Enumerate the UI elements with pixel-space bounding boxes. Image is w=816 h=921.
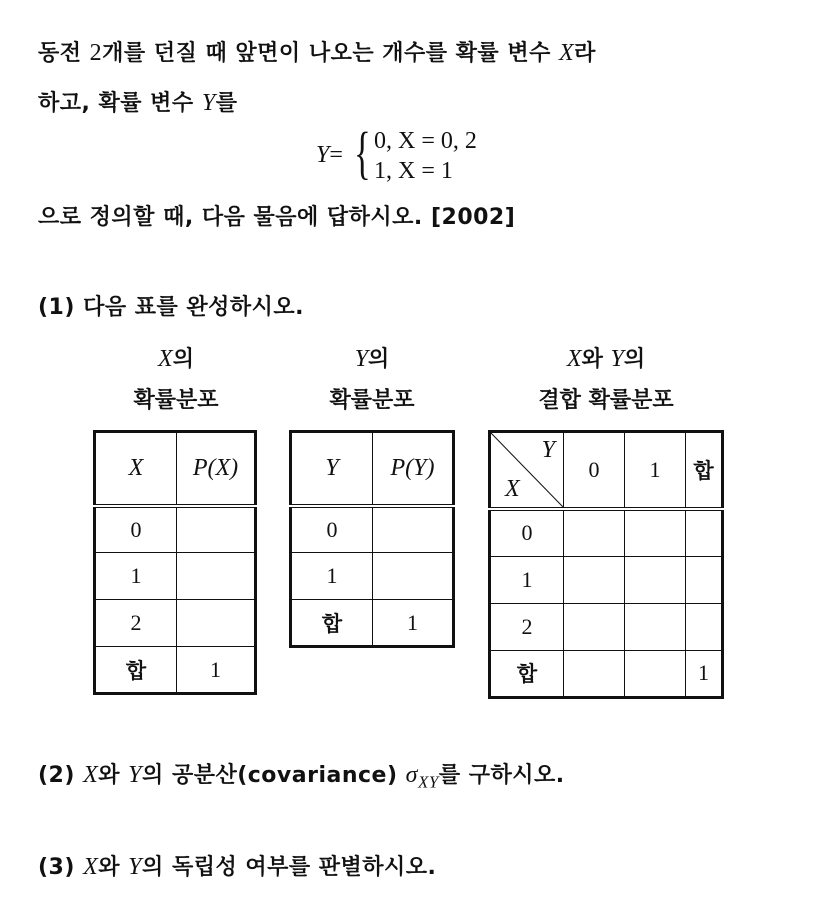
question-1: (1) 다음 표를 완성하시오.	[38, 295, 305, 320]
cell-x-value: 1	[490, 556, 564, 603]
cell-x-value: 1	[95, 553, 177, 600]
sigma-subscript: XY	[418, 772, 439, 792]
intro-line-1	[38, 36, 596, 67]
question-text: 의 독립성 여부를 판별하시오.	[142, 855, 437, 880]
cell-joint-input[interactable]	[564, 556, 625, 603]
question-text: 와	[98, 763, 129, 788]
caption-line-1	[96, 342, 256, 373]
corner-cell	[490, 432, 564, 510]
var-x: X	[566, 346, 582, 372]
corner-diagonal	[491, 433, 563, 507]
cell-joint-input[interactable]	[625, 603, 686, 650]
table-row	[490, 509, 723, 556]
sigma-symbol: σ	[405, 762, 419, 788]
var-x: X	[158, 346, 173, 372]
table-row	[95, 506, 256, 553]
header-total: 합	[686, 432, 723, 510]
equation-equals: =	[329, 142, 343, 168]
table-x-distribution	[93, 430, 257, 695]
caption-x-dist	[96, 342, 256, 414]
var-x: X	[558, 40, 575, 66]
question-number: (2)	[38, 763, 84, 788]
caption-joint-dist	[490, 342, 722, 414]
intro-text: 동전	[38, 41, 90, 66]
cell-total-label: 합	[291, 600, 373, 647]
intro-text: 하고, 확률 변수	[38, 91, 202, 116]
caption-line-1	[490, 342, 722, 373]
intro-line-3: 으로 정의할 때, 다음 물음에 답하시오. [2002]	[38, 205, 516, 230]
question-text: 를 구하시오.	[438, 763, 565, 788]
table-total-row	[95, 647, 256, 694]
left-brace-icon: {	[354, 120, 371, 185]
var-y: Y	[128, 854, 143, 880]
intro-text: 를	[215, 91, 238, 116]
header-y: Y	[291, 432, 373, 506]
cell-x-value: 2	[95, 600, 177, 647]
cell-py-input[interactable]	[373, 553, 454, 600]
cell-marginal-input[interactable]	[686, 603, 723, 650]
caption-y-dist	[290, 342, 454, 414]
cell-marginal-input[interactable]	[686, 509, 723, 556]
equation-case-2: 1, X = 1	[374, 158, 453, 184]
cell-py-input[interactable]	[373, 506, 454, 553]
header-px: P(X)	[177, 432, 256, 506]
cell-total-label: 합	[95, 647, 177, 694]
cell-x-value: 0	[95, 506, 177, 553]
corner-y-label: Y	[541, 437, 555, 463]
table-total-row	[490, 650, 723, 697]
table-row	[95, 600, 256, 647]
cell-marginal-input[interactable]	[564, 650, 625, 697]
var-x: X	[83, 854, 99, 880]
intro-text: 라	[574, 41, 596, 66]
caption-line-1	[290, 342, 454, 373]
equation-var: Y	[316, 142, 330, 168]
equation-lhs	[316, 142, 343, 169]
table-row	[95, 553, 256, 600]
cell-joint-input[interactable]	[625, 509, 686, 556]
table-total-row	[291, 600, 454, 647]
caption-line-2: 확률분포	[133, 388, 219, 413]
table-header-row	[291, 432, 454, 506]
question-3	[38, 850, 436, 881]
table-y-distribution	[289, 430, 455, 648]
cell-x-value: 0	[490, 509, 564, 556]
question-number: (3)	[38, 855, 84, 880]
equation-case-1: 0, X = 0, 2	[374, 128, 477, 154]
caption-text: 의	[623, 347, 646, 372]
header-y1: 1	[625, 432, 686, 510]
intro-text: 개를 던질 때 앞면이 나오는 개수를 확률 변수	[102, 41, 559, 66]
cell-px-input[interactable]	[177, 506, 256, 553]
cell-total-value: 1	[373, 600, 454, 647]
table-row	[291, 553, 454, 600]
caption-line-2: 확률분포	[329, 388, 415, 413]
cell-px-input[interactable]	[177, 600, 256, 647]
header-y0: 0	[564, 432, 625, 510]
intro-line-2	[38, 86, 237, 117]
cell-x-value: 2	[490, 603, 564, 650]
cell-marginal-input[interactable]	[625, 650, 686, 697]
header-x: X	[95, 432, 177, 506]
question-text: 의 공분산(covariance)	[142, 763, 406, 788]
intro-number: 2	[89, 40, 103, 66]
var-y: Y	[128, 762, 143, 788]
caption-text: 와	[581, 347, 611, 372]
caption-text: 의	[368, 347, 390, 372]
question-2	[38, 758, 565, 792]
cell-joint-input[interactable]	[564, 603, 625, 650]
cell-total-label: 합	[490, 650, 564, 697]
var-y: Y	[610, 346, 624, 372]
caption-text: 의	[172, 347, 194, 372]
table-header-row	[490, 432, 723, 510]
header-py: P(Y)	[373, 432, 454, 506]
cell-joint-input[interactable]	[564, 509, 625, 556]
table-row	[490, 603, 723, 650]
var-y: Y	[354, 346, 369, 372]
cell-y-value: 0	[291, 506, 373, 553]
corner-x-label: X	[505, 476, 520, 502]
caption-line-2: 결합 확률분포	[538, 388, 674, 413]
var-y: Y	[201, 90, 216, 116]
table-row	[291, 506, 454, 553]
cell-joint-input[interactable]	[625, 556, 686, 603]
var-x: X	[83, 762, 99, 788]
table-joint-distribution	[488, 430, 724, 699]
cell-total-value: 1	[686, 650, 723, 697]
question-text: 와	[98, 855, 129, 880]
cell-px-input[interactable]	[177, 553, 256, 600]
cell-y-value: 1	[291, 553, 373, 600]
table-header-row	[95, 432, 256, 506]
table-row	[490, 556, 723, 603]
cell-marginal-input[interactable]	[686, 556, 723, 603]
cell-total-value: 1	[177, 647, 256, 694]
